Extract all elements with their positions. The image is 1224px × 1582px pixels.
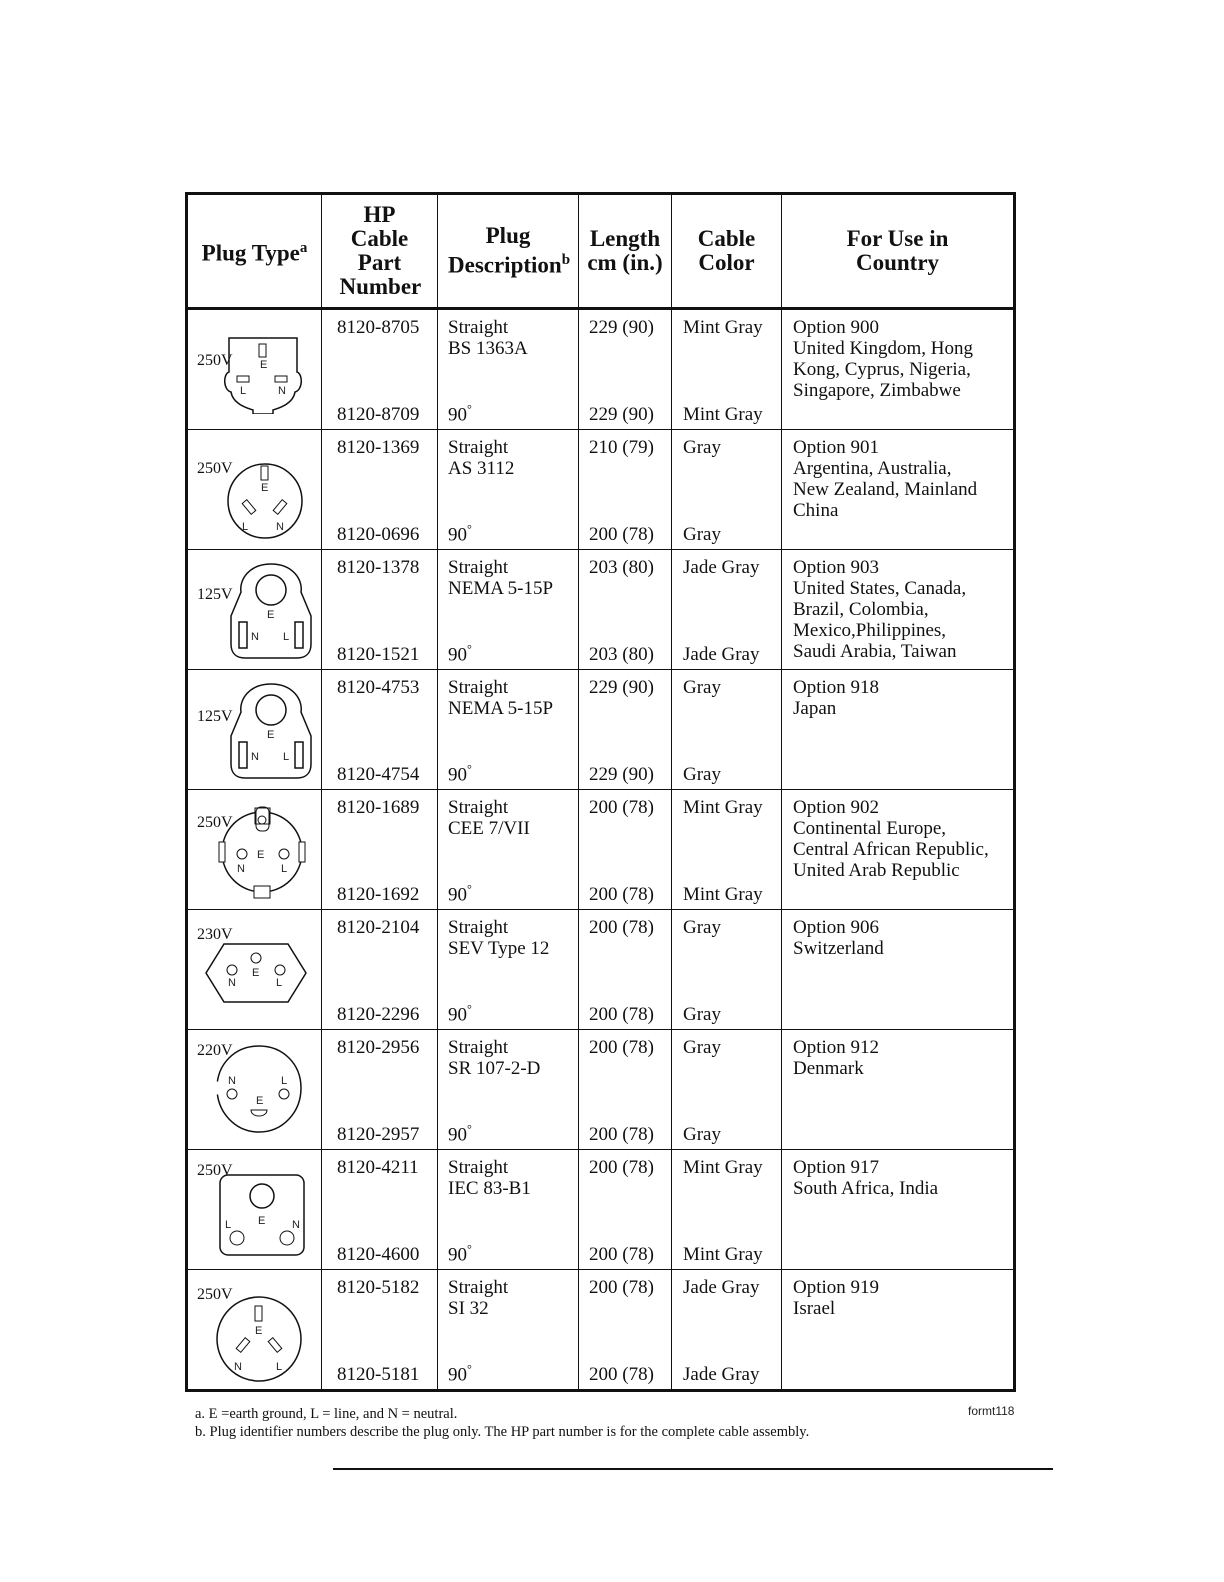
color-cell xyxy=(672,1150,782,1270)
description-straight: Straight AS 3112 xyxy=(448,437,515,479)
country-line: Option 901 xyxy=(793,437,880,458)
svg-text:N: N xyxy=(251,631,259,643)
part-number-cell xyxy=(322,1030,438,1150)
description-straight: Straight IEC 83-B1 xyxy=(448,1157,531,1199)
description-straight: Straight NEMA 5-15P xyxy=(448,557,554,599)
color-cell xyxy=(672,670,782,790)
description-cell xyxy=(438,309,579,430)
plug-type-cell xyxy=(187,910,322,1030)
part-number-cell xyxy=(322,670,438,790)
part-number-cell xyxy=(322,309,438,430)
svg-text:N: N xyxy=(278,385,286,397)
part-number-straight: 8120-2104 xyxy=(337,917,420,938)
part-number-cell xyxy=(322,550,438,670)
voltage-label: 220V xyxy=(197,1042,233,1059)
country-cell xyxy=(782,430,1015,550)
color-90: Gray xyxy=(683,524,721,545)
color-90: Gray xyxy=(683,1124,721,1145)
description-90: 90° xyxy=(448,1001,472,1025)
svg-text:E: E xyxy=(267,609,275,621)
description-straight: Straight NEMA 5-15P xyxy=(448,677,554,719)
country-line: Option 902 xyxy=(793,797,880,818)
svg-text:L: L xyxy=(225,1219,232,1231)
length-90: 200 (78) xyxy=(589,1004,654,1025)
length-90: 200 (78) xyxy=(589,1244,654,1265)
length-straight: 200 (78) xyxy=(589,1277,654,1298)
svg-text:L: L xyxy=(240,385,247,397)
part-number-straight: 8120-2956 xyxy=(337,1037,420,1058)
color-90: Gray xyxy=(683,1004,721,1025)
part-number-90: 8120-1692 xyxy=(337,884,420,905)
part-number-90: 8120-0696 xyxy=(337,524,420,545)
svg-text:N: N xyxy=(276,521,284,533)
description-cell xyxy=(438,670,579,790)
description-cell xyxy=(438,910,579,1030)
country-cell xyxy=(782,910,1015,1030)
length-90: 229 (90) xyxy=(589,764,654,785)
description-90: 90° xyxy=(448,641,472,665)
country-line: Option 900 xyxy=(793,317,880,338)
part-number-90: 8120-5181 xyxy=(337,1364,420,1385)
color-90: Mint Gray xyxy=(683,884,763,905)
svg-text:E: E xyxy=(257,849,265,861)
length-straight: 200 (78) xyxy=(589,797,654,818)
color-straight: Gray xyxy=(683,677,721,698)
part-number-90: 8120-1521 xyxy=(337,644,420,665)
degree-mark: ° xyxy=(467,1001,472,1016)
part-number-straight: 8120-5182 xyxy=(337,1277,420,1298)
color-cell xyxy=(672,1030,782,1150)
part-number-cell xyxy=(322,790,438,910)
description-90: 90° xyxy=(448,1121,472,1145)
country-cell xyxy=(782,1030,1015,1150)
part-number-straight: 8120-8705 xyxy=(337,317,420,338)
voltage-label: 250V xyxy=(197,1286,233,1303)
country-cell xyxy=(782,790,1015,910)
part-number-straight: 8120-1689 xyxy=(337,797,420,818)
header-plug-type: Plug Type$^a$ xyxy=(187,194,322,309)
length-90: 200 (78) xyxy=(589,1364,654,1385)
color-cell xyxy=(672,1270,782,1391)
degree-mark: ° xyxy=(467,641,472,656)
country-line: Japan xyxy=(793,698,837,719)
length-cell xyxy=(579,1150,672,1270)
part-number-cell xyxy=(322,910,438,1030)
length-straight: 200 (78) xyxy=(589,1037,654,1058)
country-line: Israel xyxy=(793,1298,836,1319)
country-line: Argentina, Australia, xyxy=(793,458,952,479)
figure-id: formt118 xyxy=(968,1404,1015,1418)
table-row xyxy=(187,1030,1015,1150)
country-list xyxy=(793,1157,1008,1199)
country-cell xyxy=(782,309,1015,430)
length-90: 203 (80) xyxy=(589,644,654,665)
country-cell xyxy=(782,1270,1015,1391)
svg-text:N: N xyxy=(228,977,236,989)
country-list xyxy=(793,437,1008,521)
part-number-90: 8120-2957 xyxy=(337,1124,420,1145)
page-rule xyxy=(333,1468,1053,1470)
svg-text:L: L xyxy=(281,863,288,875)
description-cell xyxy=(438,430,579,550)
country-list xyxy=(793,1277,1008,1319)
length-90: 229 (90) xyxy=(589,404,654,425)
voltage-label: 125V xyxy=(197,586,233,603)
color-cell xyxy=(672,430,782,550)
description-straight: Straight SEV Type 12 xyxy=(448,917,550,959)
color-straight: Mint Gray xyxy=(683,1157,763,1178)
length-90: 200 (78) xyxy=(589,1124,654,1145)
header-description: Plug Description$^b$ xyxy=(438,194,579,309)
header-color: Cable Color xyxy=(672,194,782,309)
color-90: Jade Gray xyxy=(683,644,760,665)
svg-text:N: N xyxy=(237,863,245,875)
country-line: Switzerland xyxy=(793,938,884,959)
degree-mark: ° xyxy=(467,1361,472,1376)
length-straight: 203 (80) xyxy=(589,557,654,578)
country-list xyxy=(793,917,1008,959)
country-line: Brazil, Colombia, xyxy=(793,599,929,620)
svg-text:N: N xyxy=(228,1075,236,1087)
country-list xyxy=(793,797,1008,881)
description-90: 90° xyxy=(448,881,472,905)
table-row xyxy=(187,1270,1015,1391)
description-cell xyxy=(438,550,579,670)
description-90: 90° xyxy=(448,761,472,785)
country-line: South Africa, India xyxy=(793,1178,939,1199)
country-cell xyxy=(782,670,1015,790)
country-list xyxy=(793,317,1008,401)
color-cell xyxy=(672,550,782,670)
country-line: Option 917 xyxy=(793,1157,880,1178)
length-cell xyxy=(579,910,672,1030)
description-cell xyxy=(438,1030,579,1150)
svg-text:E: E xyxy=(252,967,260,979)
country-line: Option 906 xyxy=(793,917,880,938)
color-90: Gray xyxy=(683,764,721,785)
svg-text:E: E xyxy=(267,729,275,741)
country-line: New Zealand, Mainland xyxy=(793,479,978,500)
color-straight: Gray xyxy=(683,917,721,938)
svg-text:L: L xyxy=(281,1075,288,1087)
part-number-straight: 8120-4753 xyxy=(337,677,420,698)
length-cell xyxy=(579,430,672,550)
color-straight: Gray xyxy=(683,437,721,458)
country-line: Central African Republic, xyxy=(793,839,989,860)
voltage-label: 250V xyxy=(197,352,233,369)
part-number-straight: 8120-1369 xyxy=(337,437,420,458)
country-list xyxy=(793,1037,1008,1079)
svg-text:N: N xyxy=(251,751,259,763)
length-cell xyxy=(579,1270,672,1391)
country-line: United Arab Republic xyxy=(793,860,960,881)
length-cell xyxy=(579,1030,672,1150)
table-row xyxy=(187,309,1015,430)
country-line: Option 918 xyxy=(793,677,880,698)
country-list xyxy=(793,677,1008,719)
country-line: Option 912 xyxy=(793,1037,880,1058)
country-line: Option 919 xyxy=(793,1277,880,1298)
part-number-90: 8120-2296 xyxy=(337,1004,420,1025)
power-cord-table xyxy=(185,192,1016,1392)
description-straight: Straight BS 1363A xyxy=(448,317,528,359)
country-line: Singapore, Zimbabwe xyxy=(793,380,961,401)
footnote-b: b. Plug identifier numbers describe the plug only. The HP part number is for the complete cable assembly. xyxy=(195,1424,810,1440)
country-line: United States, Canada, xyxy=(793,578,967,599)
table-row xyxy=(187,790,1015,910)
degree-mark: ° xyxy=(467,401,472,416)
length-straight: 229 (90) xyxy=(589,677,654,698)
svg-text:L: L xyxy=(242,521,249,533)
length-90: 200 (78) xyxy=(589,524,654,545)
header-country: For Use in Country xyxy=(782,194,1015,309)
svg-text:N: N xyxy=(292,1219,300,1231)
svg-text:N: N xyxy=(234,1361,242,1373)
degree-mark: ° xyxy=(467,1241,472,1256)
part-number-cell xyxy=(322,1270,438,1391)
header-part-number: HP Cable Part Number xyxy=(322,194,438,309)
svg-text:L: L xyxy=(283,631,290,643)
color-cell xyxy=(672,309,782,430)
description-cell xyxy=(438,1150,579,1270)
part-number-cell xyxy=(322,1150,438,1270)
country-line: Saudi Arabia, Taiwan xyxy=(793,641,957,662)
color-straight: Gray xyxy=(683,1037,721,1058)
country-line: Continental Europe, xyxy=(793,818,947,839)
country-line: United Kingdom, Hong xyxy=(793,338,973,359)
color-90: Jade Gray xyxy=(683,1364,760,1385)
voltage-label: 250V xyxy=(197,1162,233,1179)
voltage-label: 125V xyxy=(197,708,233,725)
voltage-label: 250V xyxy=(197,814,233,831)
description-straight: Straight SI 32 xyxy=(448,1277,509,1319)
svg-text:E: E xyxy=(261,482,269,494)
description-90: 90° xyxy=(448,1241,472,1265)
length-cell xyxy=(579,670,672,790)
plug-type-cell xyxy=(187,430,322,550)
country-list xyxy=(793,557,1008,662)
color-cell xyxy=(672,910,782,1030)
description-90: 90° xyxy=(448,1361,472,1385)
part-number-cell xyxy=(322,430,438,550)
description-straight: Straight CEE 7/VII xyxy=(448,797,530,839)
country-line: China xyxy=(793,500,839,521)
description-cell xyxy=(438,790,579,910)
color-90: Mint Gray xyxy=(683,1244,763,1265)
degree-mark: ° xyxy=(467,881,472,896)
description-cell xyxy=(438,1270,579,1391)
table-row xyxy=(187,550,1015,670)
country-line: Kong, Cyprus, Nigeria, xyxy=(793,359,971,380)
degree-mark: ° xyxy=(467,1121,472,1136)
degree-mark: ° xyxy=(467,761,472,776)
svg-text:E: E xyxy=(258,1215,266,1227)
footnote-a: a. E =earth ground, L = line, and N = neutral. xyxy=(195,1406,458,1422)
plug-type-cell xyxy=(187,670,322,790)
length-90: 200 (78) xyxy=(589,884,654,905)
svg-text:L: L xyxy=(276,977,283,989)
color-90: Mint Gray xyxy=(683,404,763,425)
part-number-90: 8120-4600 xyxy=(337,1244,420,1265)
part-number-90: 8120-8709 xyxy=(337,404,420,425)
plug-type-cell xyxy=(187,790,322,910)
voltage-label: 250V xyxy=(197,460,233,477)
svg-text:E: E xyxy=(256,1095,264,1107)
length-cell xyxy=(579,309,672,430)
color-cell xyxy=(672,790,782,910)
table-row xyxy=(187,1150,1015,1270)
svg-text:E: E xyxy=(260,359,268,371)
length-straight: 210 (79) xyxy=(589,437,654,458)
part-number-90: 8120-4754 xyxy=(337,764,420,785)
length-straight: 200 (78) xyxy=(589,917,654,938)
description-straight: Straight SR 107-2-D xyxy=(448,1037,541,1079)
svg-text:E: E xyxy=(255,1325,263,1337)
table-row xyxy=(187,910,1015,1030)
description-90: 90° xyxy=(448,521,472,545)
length-straight: 229 (90) xyxy=(589,317,654,338)
plug-type-cell xyxy=(187,1270,322,1391)
color-straight: Mint Gray xyxy=(683,797,763,818)
country-cell xyxy=(782,550,1015,670)
header-row xyxy=(187,194,1015,309)
degree-mark: ° xyxy=(467,521,472,536)
part-number-straight: 8120-4211 xyxy=(337,1157,419,1178)
plug-type-cell xyxy=(187,1030,322,1150)
color-straight: Mint Gray xyxy=(683,317,763,338)
length-cell xyxy=(579,550,672,670)
table-row xyxy=(187,430,1015,550)
color-straight: Jade Gray xyxy=(683,1277,760,1298)
svg-text:L: L xyxy=(276,1361,283,1373)
svg-text:L: L xyxy=(283,751,290,763)
country-line: Mexico,Philippines, xyxy=(793,620,947,641)
plug-type-cell xyxy=(187,1150,322,1270)
header-length: Length cm (in.) xyxy=(579,194,672,309)
country-line: Denmark xyxy=(793,1058,864,1079)
plug-type-cell xyxy=(187,309,322,430)
table-row xyxy=(187,670,1015,790)
voltage-label: 230V xyxy=(197,926,233,943)
color-straight: Jade Gray xyxy=(683,557,760,578)
part-number-straight: 8120-1378 xyxy=(337,557,420,578)
country-line: Option 903 xyxy=(793,557,880,578)
description-90: 90° xyxy=(448,401,472,425)
country-cell xyxy=(782,1150,1015,1270)
plug-type-cell xyxy=(187,550,322,670)
length-straight: 200 (78) xyxy=(589,1157,654,1178)
length-cell xyxy=(579,790,672,910)
